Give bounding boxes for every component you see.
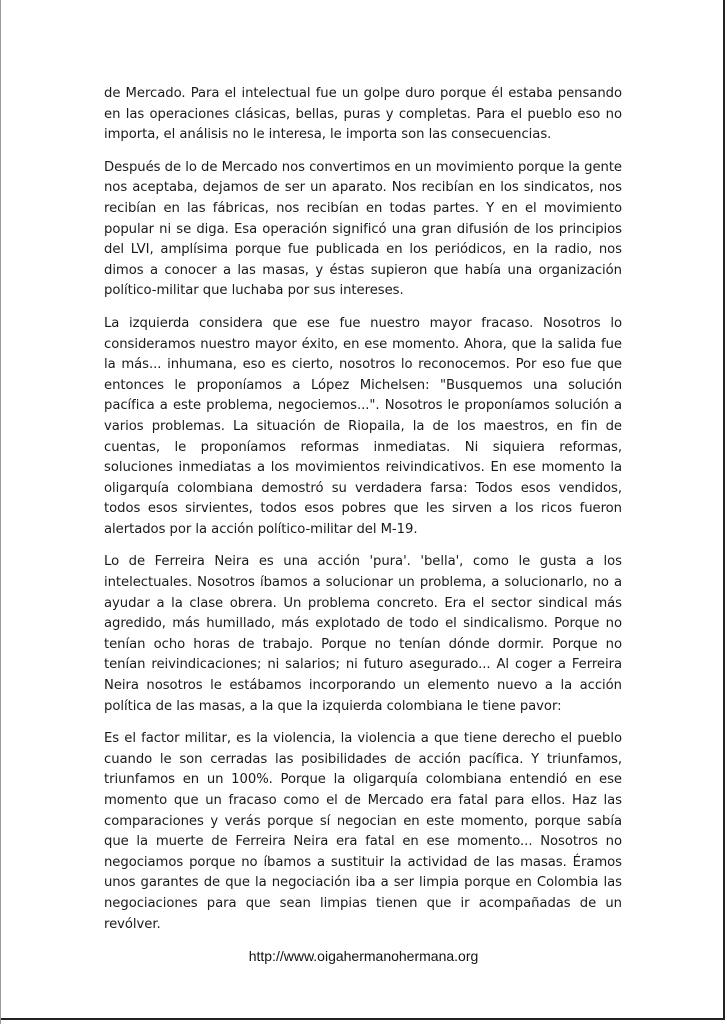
paragraph: Es el factor militar, es la violencia, la violencia a que tiene derecho el pueblo cuando le son cerradas las posibilidades de acción pacífica. Y triunfamos, triunfamos en un 100%. Porque la oligarquía colombiana entendió en ese momento que un fracaso como el de Mercado era fatal para ellos. Haz las comparaciones y verás porque sí negocian en este momento, porque sabía que la muerte de Ferreira Neira era fatal en ese momento... Nosotros no negociamos porque no íbamos a sustituir la actividad de las masas. Éramos unos garantes de que la negociación iba a ser limpia porque en Colombia las negociaciones para que sean limpias tienen que ir acompañadas de un revólver. <box>104 731 622 932</box>
footer-url[interactable]: http://www.oigahermanohermana.org <box>248 948 479 964</box>
paragraph: Después de lo de Mercado nos convertimos en un movimiento porque la gente nos aceptaba, dejamos de ser un aparato. Nos recibían en los sindicatos, nos recibían en las fábricas, nos recibían en todas partes. Y en el movimiento popular ni se diga. Esa operación significó una gran difusión de los principios del LVI, amplísima porque fue publicada en los periódicos, en la radio, nos dimos a conocer a las masas, y éstas supieron que había una organización político-militar que luchaba por sus intereses. <box>104 159 622 299</box>
page-left-edge <box>0 0 1 1024</box>
paragraph: Lo de Ferreira Neira es una acción 'pura'. 'bella', como le gusta a los intelectuales. Nosotros íbamos a solucionar un problema, a solucionarlo, no a ayudar a la clase obrera. Un problema concreto. Era el sector sindical más agredido, más humillado, más explotado de todo el sindicalismo. Porque no tenían ocho horas de trabajo. Porque no tenían dónde dormir. Porque no tenían reivindicaciones; ni salarios; ni futuro asegurado... Al coger a Ferreira Neira nosotros le estábamos incorporando un elemento nuevo a la acción política de las masas, a la que la izquierda colombiana le tiene pavor: <box>104 554 622 714</box>
paragraph: La izquierda considera que ese fue nuestro mayor fracaso. Nosotros lo consideramos nuestro mayor éxito, en ese momento. Ahora, que la salida fue la más... inhumana, eso es cierto, nosotros lo reconocemos. Por eso fue que entonces le proponíamos a López Michelsen: "Busquemos una solución pacífica a este problema, negociemos...". Nosotros le proponíamos solución a varios problemas. La situación de Riopaila, la de los maestros, en fin de cuentas, le proponíamos reformas inmediatas. Ni siquiera reformas, soluciones inmediatas a los movimientos reivindicativos. En ese momento la oligarquía colombiana demostró su verdadera farsa: Todos esos vendidos, todos esos sirvientes, todos esos pobres que les sirven a los ricos fueron alertados por la acción político-militar del M-19. <box>104 315 622 537</box>
paragraph: de Mercado. Para el intelectual fue un golpe duro porque él estaba pensando en las operaciones clásicas, bellas, puras y completas. Para el pueblo eso no importa, el análisis no le interesa, le importa son las consecuencias. <box>104 86 622 143</box>
document-body <box>104 84 622 947</box>
